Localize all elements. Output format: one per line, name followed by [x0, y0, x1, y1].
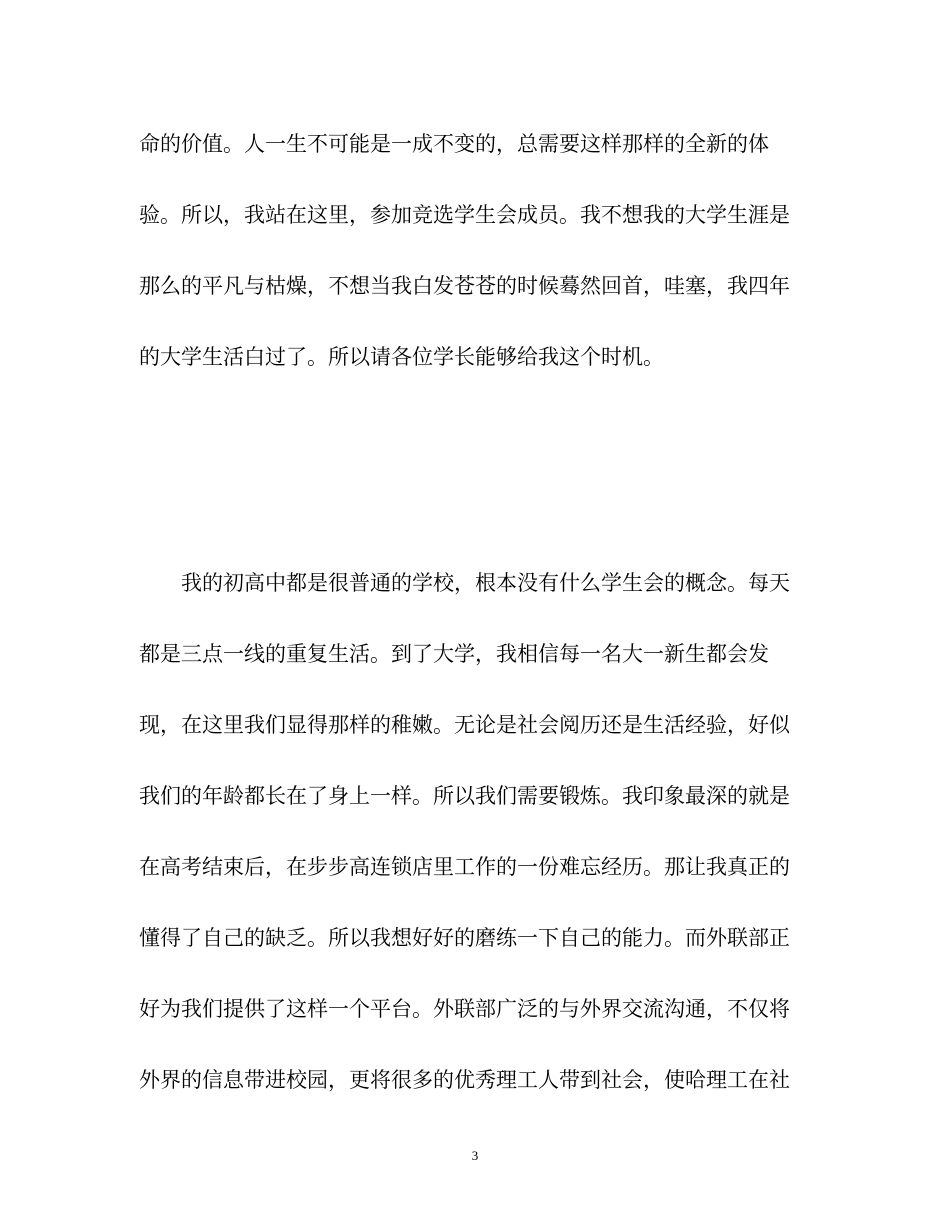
paragraph-line: 验。所以，我站在这里，参加竞选学生会成员。我不想我的大学生涯是 — [139, 203, 790, 227]
paragraph-line: 懂得了自己的缺乏。所以我想好好的磨练一下自己的能力。而外联部正 — [139, 926, 790, 950]
paragraph-line: 命的价值。人一生不可能是一成不变的，总需要这样那样的全新的体 — [139, 132, 769, 156]
page-number: 3 — [471, 1148, 479, 1163]
paragraph-line: 的大学生活白过了。所以请各位学长能够给我这个时机。 — [139, 345, 664, 369]
paragraph-line: 都是三点一线的重复生活。到了大学，我相信每一名大一新生都会发 — [139, 642, 769, 666]
paragraph-line: 外界的信息带进校园，更将很多的优秀理工人带到社会，使哈理工在社 — [139, 1068, 790, 1092]
paragraph-line: 现，在这里我们显得那样的稚嫩。无论是社会阅历还是生活经验，好似 — [139, 713, 790, 737]
paragraph-line: 我的初高中都是很普通的学校，根本没有什么学生会的概念。每天 — [181, 571, 790, 595]
paragraph-line: 在高考结束后，在步步高连锁店里工作的一份难忘经历。那让我真正的 — [139, 855, 790, 879]
paragraph-line: 好为我们提供了这样一个平台。外联部广泛的与外界交流沟通，不仅将 — [139, 997, 790, 1021]
paragraph-line: 我们的年龄都长在了身上一样。所以我们需要锻炼。我印象最深的就是 — [139, 784, 790, 808]
paragraph-line: 那么的平凡与枯燥，不想当我白发苍苍的时候蓦然回首，哇塞，我四年 — [139, 274, 790, 298]
